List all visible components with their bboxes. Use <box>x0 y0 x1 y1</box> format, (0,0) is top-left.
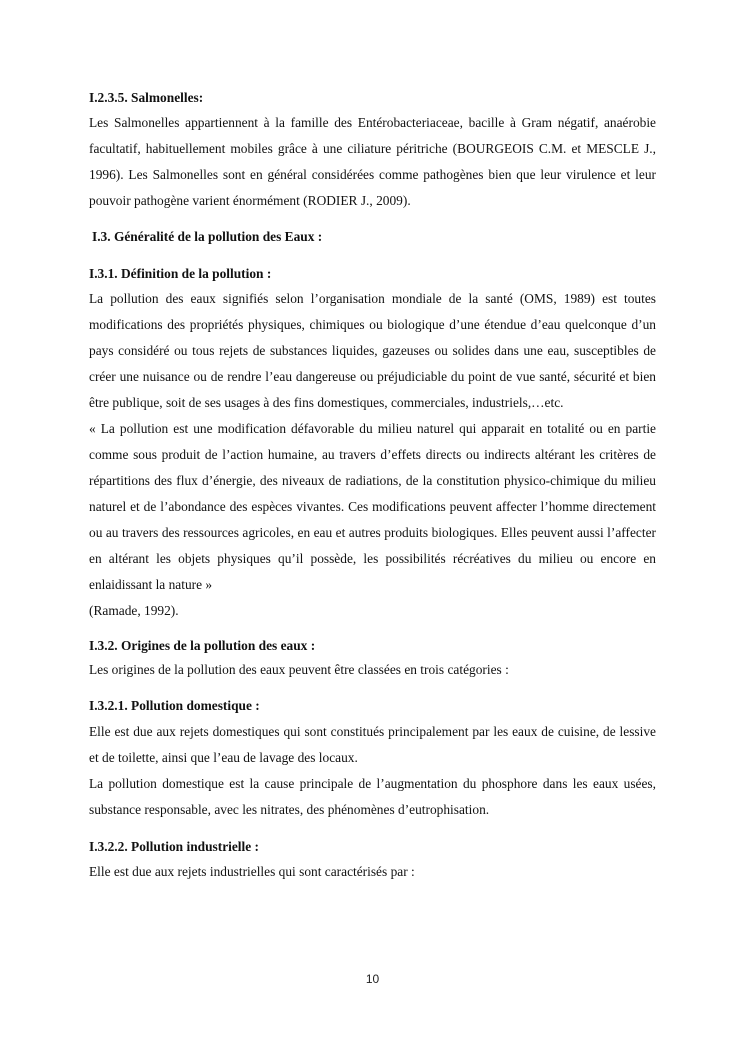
heading-origines-pollution: I.3.2. Origines de la pollution des eaux : <box>89 638 316 653</box>
paragraph-definition-pollution: La pollution des eaux signifiés selon l’organisation mondiale de la santé (OMS, 1989) est toutes modifications des propriétés physiques, chimiques ou biologique d’une étendue d’eau quelconque d’un pays considéré ou tous rejets de substances liquides, gazeuses ou solides dans une eau, susceptibles de créer une nuisance ou de rendre l’eau dangereuse ou préjudiciable du point de vue santé, sécurité et bien être publique, soit de ses usages à des fins domestiques, commerciales, industriels,…etc. <box>89 291 656 410</box>
quote-ramade: « La pollution est une modification défavorable du milieu naturel qui apparait en totalité ou en partie comme sous produit de l’action humaine, au travers d’effets directs ou indirects altérant les critères de répartitions des flux d’énergie, des niveaux de radiations, de la constitution physico-chimique du milieu naturel et de l’abondance des espèces vivantes. Ces modifications peuvent affecter l’homme directement ou au travers des ressources agricoles, en eau et autres produits biologiques. Elles peuvent aussi l’affecter en altérant les objets physiques qu’il possède, les possibilités récréatives du milieu ou encore en enlaidissant la nature » <box>89 421 656 592</box>
citation-ramade: (Ramade, 1992). <box>89 603 179 618</box>
heading-pollution-domestique: I.3.2.1. Pollution domestique : <box>89 698 260 713</box>
heading-pollution-industrielle: I.3.2.2. Pollution industrielle : <box>89 839 259 854</box>
document-page <box>89 88 656 885</box>
paragraph-pollution-domestique-2: La pollution domestique est la cause principale de l’augmentation du phosphore dans les eaux usées, substance responsable, avec les nitrates, des phénomènes d’eutrophisation. <box>89 776 656 817</box>
heading-generalite-pollution: I.3. Généralité de la pollution des Eaux : <box>92 229 323 244</box>
paragraph-origines-pollution: Les origines de la pollution des eaux peuvent être classées en trois catégories : <box>89 662 509 677</box>
paragraph-pollution-domestique-1: Elle est due aux rejets domestiques qui sont constitués principalement par les eaux de cuisine, de lessive et de toilette, ainsi que l’eau de lavage des locaux. <box>89 724 656 765</box>
page-number: 10 <box>365 972 380 986</box>
paragraph-pollution-industrielle: Elle est due aux rejets industrielles qui sont caractérisés par : <box>89 864 415 879</box>
heading-definition-pollution: I.3.1. Définition de la pollution : <box>89 266 272 281</box>
heading-salmonelles: I.2.3.5. Salmonelles: <box>89 90 204 105</box>
paragraph-salmonelles: Les Salmonelles appartiennent à la famille des Entérobacteriaceae, bacille à Gram négatif, anaérobie facultatif, habituellement mobiles grâce à une ciliature péritriche (BOURGEOIS C.M. et MESCLE J., 1996). Les Salmonelles sont en général considérées comme pathogènes bien que leur virulence et leur pouvoir pathogène varient énormément (RODIER J., 2009). <box>89 115 656 208</box>
